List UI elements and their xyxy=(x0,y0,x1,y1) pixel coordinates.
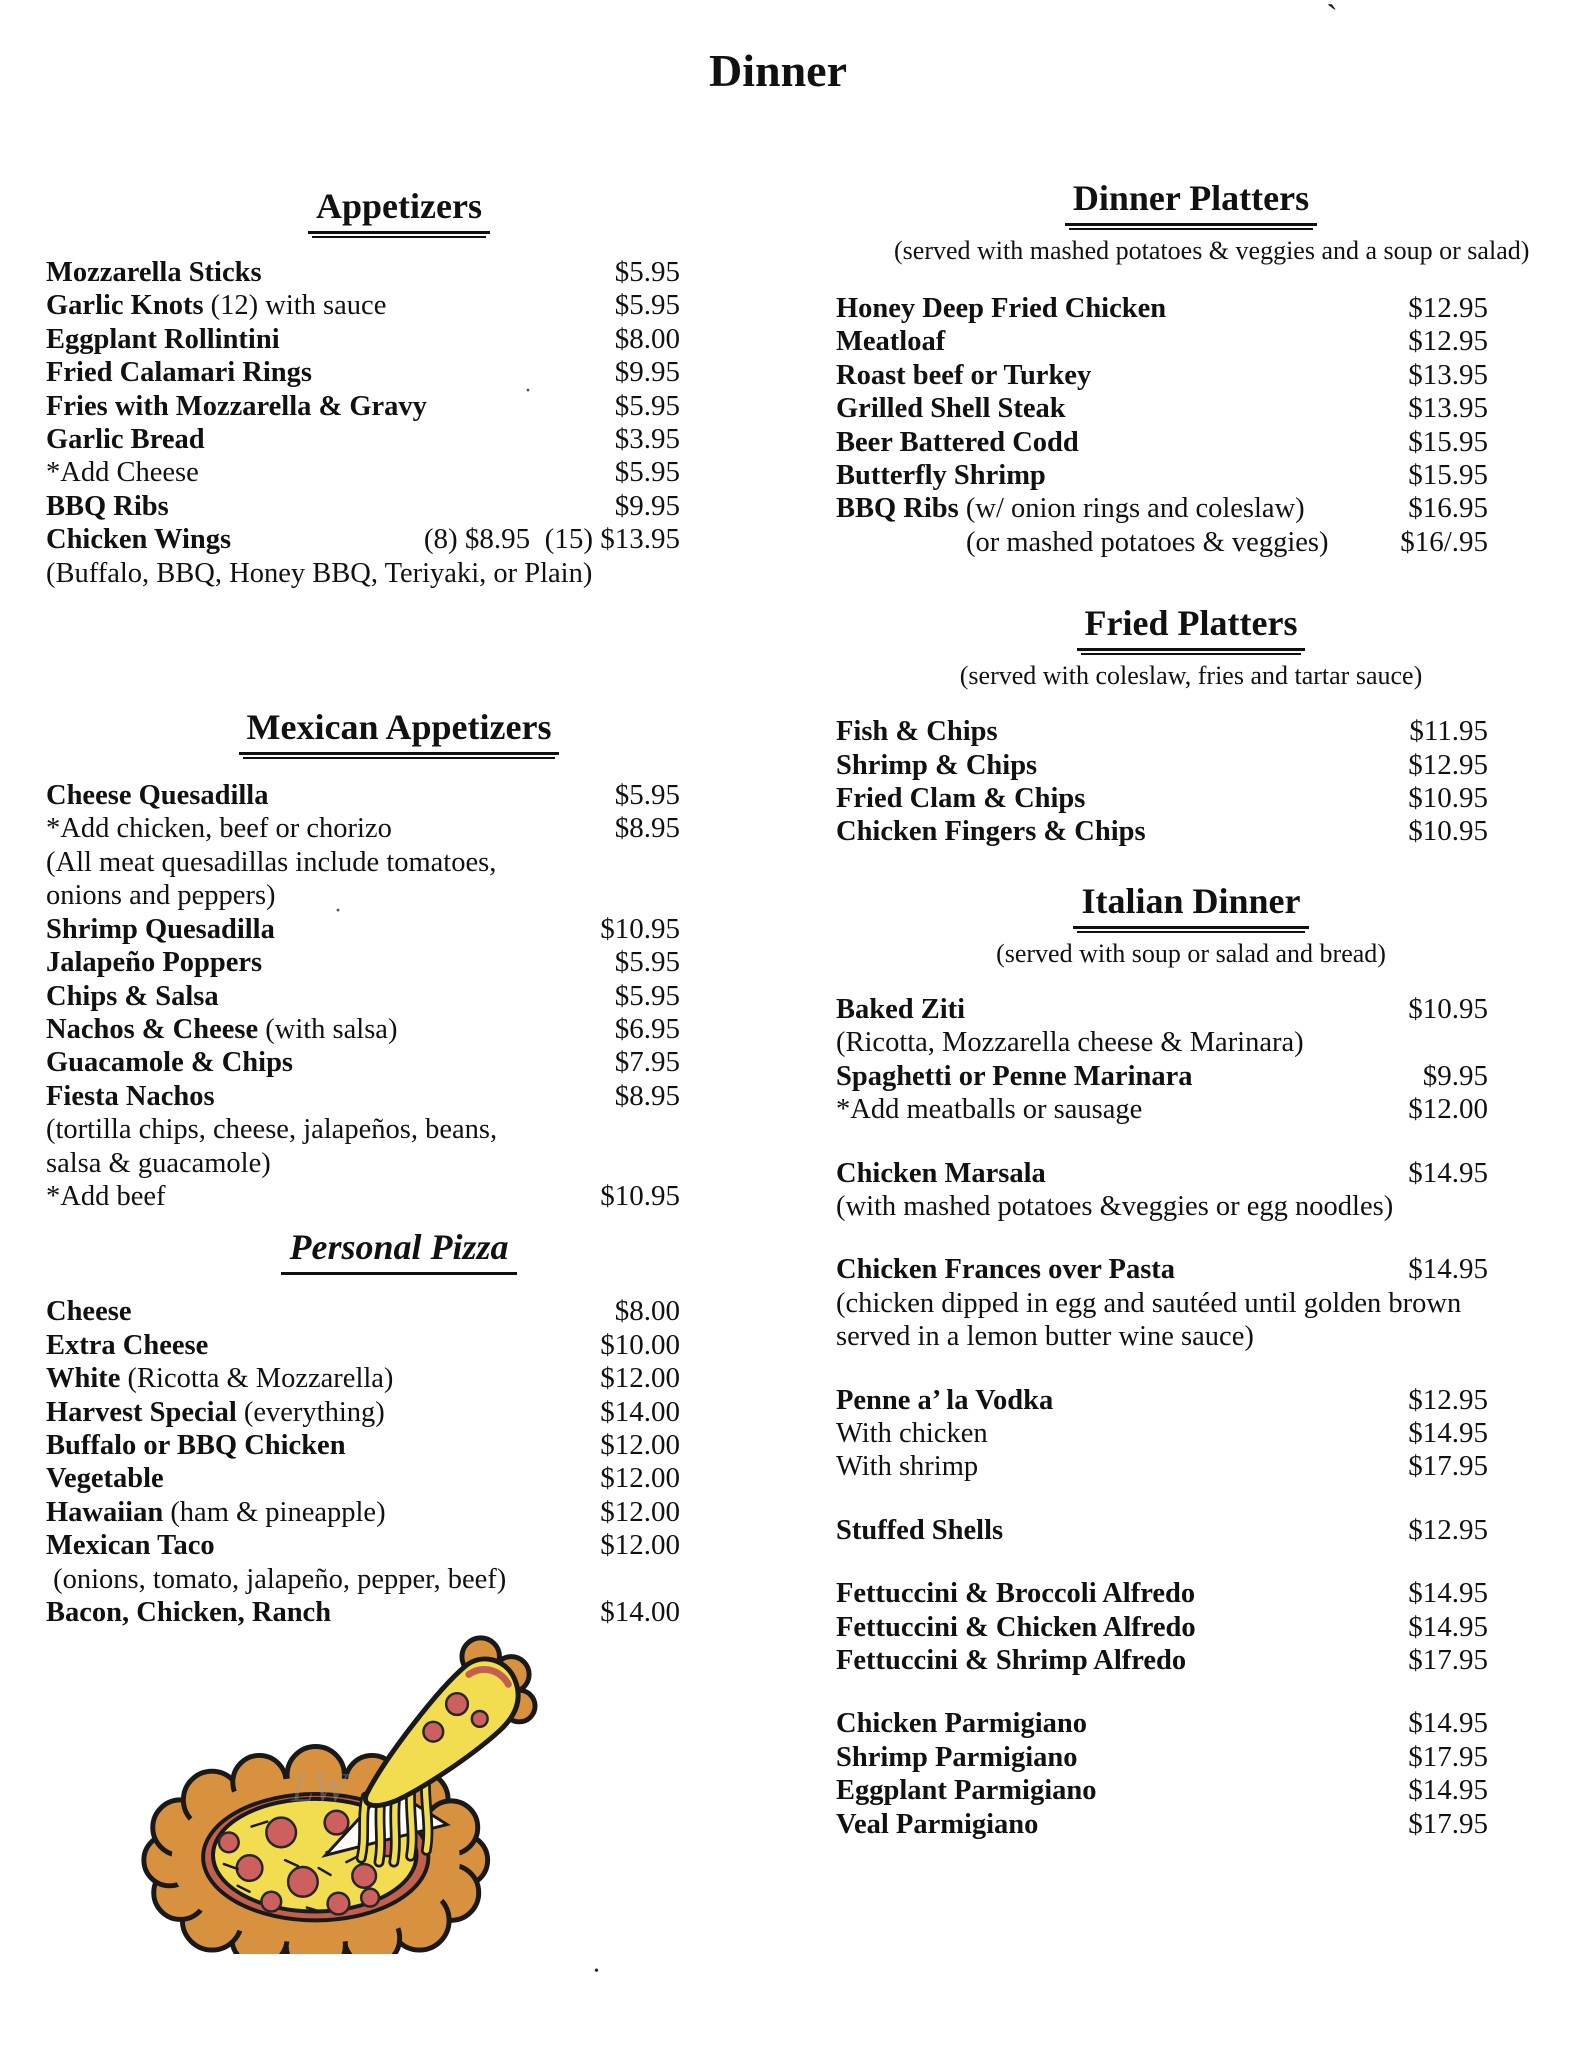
menu-item xyxy=(836,1741,1488,1774)
menu-item xyxy=(46,1013,680,1046)
item-detail: served in a lemon butter wine sauce) xyxy=(836,1321,1254,1353)
item-price: $12.00 xyxy=(600,1428,680,1461)
item-price: $5.95 xyxy=(614,979,680,1012)
item-price: $12.00 xyxy=(1408,1093,1488,1126)
item-price: $13.95 xyxy=(1408,392,1488,425)
item-name: Eggplant Parmigiano xyxy=(836,1775,1097,1807)
item-price: $12.00 xyxy=(600,1462,680,1495)
menu-item xyxy=(836,1808,1488,1841)
menu-item xyxy=(836,459,1488,492)
item-price: $12.00 xyxy=(600,1529,680,1562)
item-detail: (or mashed potatoes & veggies) xyxy=(966,526,1329,558)
item-detail: (Ricotta, Mozzarella cheese & Marinara) xyxy=(836,1027,1304,1059)
section-title: Fried Platters xyxy=(1077,601,1306,651)
item-price: $5.95 xyxy=(614,456,680,489)
section-title: Appetizers xyxy=(308,184,490,234)
menu-item xyxy=(836,325,1488,358)
menu-item xyxy=(46,1180,680,1213)
section-appetizers xyxy=(46,184,680,590)
item-name: Fettuccini & Shrimp Alfredo xyxy=(836,1644,1187,1676)
right-column xyxy=(836,176,1530,1841)
section-subtitle: (served with mashed potatoes & veggies and a soup or salad) xyxy=(894,236,1530,265)
item-price: $12.95 xyxy=(1408,325,1488,358)
item-name: Grilled Shell Steak xyxy=(836,393,1066,425)
item-price: $6.95 xyxy=(614,1012,680,1045)
section-subtitle: (served with coleslaw, fries and tartar sauce) xyxy=(959,661,1423,691)
item-name: Fettuccini & Chicken Alfredo xyxy=(836,1611,1196,1643)
menu-item xyxy=(46,1529,680,1562)
item-name: Spaghetti or Penne Marinara xyxy=(836,1060,1193,1092)
item-detail: *Add beef xyxy=(46,1180,166,1212)
item-name: Mozzarella Sticks xyxy=(46,257,262,288)
menu-item xyxy=(836,392,1488,425)
item-name: BBQ Ribs xyxy=(46,490,169,522)
item-list xyxy=(836,993,1488,1841)
menu-item xyxy=(46,1147,680,1180)
item-name: Mexican Taco xyxy=(46,1530,215,1562)
item-name: Vegetable xyxy=(46,1463,164,1495)
item-name: Extra Cheese xyxy=(46,1329,209,1361)
menu-item xyxy=(46,323,680,356)
item-detail: With chicken xyxy=(836,1417,988,1449)
section-fried-platters xyxy=(836,601,1488,849)
item-price: $10.95 xyxy=(1408,782,1488,815)
menu-item xyxy=(46,289,680,322)
item-price: $17.95 xyxy=(1408,1643,1488,1676)
menu-item xyxy=(46,1396,680,1429)
section-italian-dinner xyxy=(836,879,1488,1841)
item-price: $17.95 xyxy=(1408,1740,1488,1773)
item-name: Shrimp Parmigiano xyxy=(836,1741,1078,1773)
item-price: $12.00 xyxy=(600,1362,680,1395)
item-name: Fettuccini & Broccoli Alfredo xyxy=(836,1578,1196,1610)
menu-item xyxy=(836,1026,1488,1059)
menu-item xyxy=(46,256,680,289)
item-name: Stuffed Shells xyxy=(836,1514,1004,1546)
item-price: $12.95 xyxy=(1408,1383,1488,1416)
menu-item xyxy=(836,1320,1488,1353)
section-mexican-appetizers xyxy=(46,705,680,1213)
item-price: $12.95 xyxy=(1408,1513,1488,1546)
item-detail: (12) with sauce xyxy=(203,290,387,322)
item-name: Garlic Bread xyxy=(46,424,205,456)
item-name: Fried Calamari Rings xyxy=(46,357,312,389)
section-title: Personal Pizza xyxy=(281,1225,516,1275)
item-price: $13.95 xyxy=(1408,358,1488,391)
item-name: Baked Ziti xyxy=(836,993,966,1025)
item-name: White xyxy=(46,1363,121,1395)
menu-item xyxy=(836,1774,1488,1807)
section-header xyxy=(46,1225,680,1277)
menu-item xyxy=(46,456,680,489)
menu-item xyxy=(836,292,1488,325)
menu-item xyxy=(836,1253,1488,1286)
item-name: Chicken Frances over Pasta xyxy=(836,1254,1176,1286)
left-column xyxy=(46,184,680,1629)
menu-item xyxy=(46,1429,680,1462)
menu-item xyxy=(836,749,1488,782)
item-detail: (w/ onion rings and coleslaw) xyxy=(958,493,1305,525)
item-name: Chicken Marsala xyxy=(836,1157,1046,1189)
item-price: $14.95 xyxy=(1408,1774,1488,1807)
menu-item xyxy=(836,1060,1488,1093)
menu-item xyxy=(46,980,680,1013)
menu-item xyxy=(46,812,680,845)
menu-item xyxy=(836,1093,1488,1126)
item-detail: *Add meatballs or sausage xyxy=(836,1094,1143,1126)
item-name: Fiesta Nachos xyxy=(46,1080,215,1112)
item-name: Chips & Salsa xyxy=(46,980,219,1012)
menu-item xyxy=(46,1329,680,1362)
item-list xyxy=(836,292,1488,559)
item-detail: (Buffalo, BBQ, Honey BBQ, Teriyaki, or Plain) xyxy=(46,557,593,589)
item-price: $14.95 xyxy=(1408,1253,1488,1286)
pizza-illustration xyxy=(133,1623,538,1954)
item-price: $14.95 xyxy=(1408,1156,1488,1189)
menu-item xyxy=(836,782,1488,815)
item-detail: (tortilla chips, cheese, jalapeños, beans, xyxy=(46,1114,498,1146)
pizza-slice xyxy=(365,1638,535,1806)
item-name: Guacamole & Chips xyxy=(46,1047,294,1079)
item-price: $5.95 xyxy=(614,779,680,812)
item-price: $10.00 xyxy=(600,1328,680,1361)
section-header xyxy=(836,176,1488,228)
menu-item xyxy=(836,1157,1488,1190)
item-price: $5.95 xyxy=(614,389,680,422)
item-name: Fish & Chips xyxy=(836,716,998,748)
item-price: $9.95 xyxy=(1422,1059,1488,1092)
section-title: Dinner Platters xyxy=(1065,176,1317,226)
menu-item xyxy=(46,946,680,979)
item-price: $16/.95 xyxy=(1400,525,1488,558)
scan-artifact: · xyxy=(334,898,342,924)
item-price: $15.95 xyxy=(1408,459,1488,492)
item-price: $11.95 xyxy=(1409,715,1488,748)
item-detail: (everything) xyxy=(236,1396,385,1428)
menu-item xyxy=(46,1462,680,1495)
item-list xyxy=(46,1295,680,1629)
item-name: Harvest Special xyxy=(46,1396,237,1428)
item-name: Cheese Quesadilla xyxy=(46,780,269,812)
item-name: Roast beef or Turkey xyxy=(836,359,1092,391)
item-name: Meatloaf xyxy=(836,326,946,358)
item-name: Shrimp Quesadilla xyxy=(46,913,275,945)
menu-item xyxy=(836,426,1488,459)
item-name: Cheese xyxy=(46,1296,132,1328)
item-price: $8.00 xyxy=(614,322,680,355)
item-list xyxy=(46,779,680,1213)
item-name: Penne a’ la Vodka xyxy=(836,1384,1054,1416)
menu-item xyxy=(46,1563,680,1596)
item-name: Hawaiian xyxy=(46,1496,164,1528)
item-name: Buffalo or BBQ Chicken xyxy=(46,1429,346,1461)
item-price: (8) $8.95 (15) $13.95 xyxy=(423,523,680,556)
item-price: $3.95 xyxy=(614,423,680,456)
item-name: Bacon, Chicken, Ranch xyxy=(46,1597,332,1628)
item-detail: *Add Cheese xyxy=(46,457,199,489)
menu-item xyxy=(836,815,1488,848)
item-detail: (All meat quesadillas include tomatoes, xyxy=(46,846,497,878)
item-price: $5.95 xyxy=(614,946,680,979)
item-name: Honey Deep Fried Chicken xyxy=(836,293,1167,324)
item-price: $5.95 xyxy=(614,256,680,288)
item-name: Shrimp & Chips xyxy=(836,749,1038,781)
menu-item xyxy=(836,1707,1488,1740)
item-price: $7.95 xyxy=(614,1046,680,1079)
item-price: $14.95 xyxy=(1408,1707,1488,1740)
menu-item xyxy=(836,359,1488,392)
menu-item xyxy=(836,1611,1488,1644)
menu-item xyxy=(46,390,680,423)
section-dinner-platters xyxy=(836,176,1530,559)
item-price: $12.95 xyxy=(1408,748,1488,781)
menu-item xyxy=(836,1384,1488,1417)
item-detail: *Add chicken, beef or chorizo xyxy=(46,813,392,845)
menu-item xyxy=(836,993,1488,1026)
section-subtitle: (served with soup or salad and bread) xyxy=(996,938,1386,968)
menu-item xyxy=(46,1113,680,1146)
item-price: $10.95 xyxy=(1408,992,1488,1025)
menu-item xyxy=(46,879,680,912)
item-detail: (onions, tomato, jalapeño, pepper, beef) xyxy=(46,1563,507,1595)
menu-item xyxy=(46,523,680,556)
section-header xyxy=(836,601,1488,653)
item-name: Fried Clam & Chips xyxy=(836,783,1086,815)
section-title: Mexican Appetizers xyxy=(239,705,560,755)
item-detail: salsa & guacamole) xyxy=(46,1147,271,1179)
menu-item xyxy=(46,846,680,879)
section-header xyxy=(46,705,680,757)
item-detail: (Ricotta & Mozzarella) xyxy=(120,1363,394,1395)
item-price: $9.95 xyxy=(614,489,680,522)
item-price: $8.00 xyxy=(614,1295,680,1328)
item-price: $16.95 xyxy=(1408,492,1488,525)
section-personal-pizza xyxy=(46,1225,680,1629)
menu-item xyxy=(46,490,680,523)
item-name: Jalapeño Poppers xyxy=(46,947,263,979)
item-name: Eggplant Rollintini xyxy=(46,323,280,355)
item-list xyxy=(46,256,680,590)
item-name: Butterfly Shrimp xyxy=(836,460,1046,492)
menu-item xyxy=(836,1450,1488,1483)
item-price: $17.95 xyxy=(1408,1807,1488,1840)
item-price: $17.95 xyxy=(1408,1450,1488,1483)
item-detail: (chicken dipped in egg and sautéed until golden brown xyxy=(836,1287,1462,1319)
menu-item xyxy=(46,356,680,389)
item-price: $8.95 xyxy=(614,1079,680,1112)
item-detail: (with salsa) xyxy=(258,1013,398,1045)
menu-item xyxy=(46,423,680,456)
item-name: Garlic Knots xyxy=(46,290,204,322)
section-header xyxy=(46,184,680,236)
menu-item xyxy=(836,1417,1488,1450)
scan-artifact: ` xyxy=(1326,0,1338,37)
item-name: BBQ Ribs xyxy=(836,493,959,525)
section-header xyxy=(836,879,1488,931)
item-detail: (ham & pineapple) xyxy=(163,1496,386,1528)
item-price: $9.95 xyxy=(614,356,680,389)
scan-artifact: · xyxy=(524,378,532,404)
section-title: Italian Dinner xyxy=(1073,879,1308,929)
item-price: $10.95 xyxy=(600,1179,680,1212)
menu-item xyxy=(836,1644,1488,1677)
item-price: $14.95 xyxy=(1408,1610,1488,1643)
page-title: Dinner xyxy=(709,45,847,96)
item-name: Chicken Wings xyxy=(46,524,232,556)
item-detail: (with mashed potatoes &veggies or egg noodles) xyxy=(836,1190,1394,1222)
item-price: $14.95 xyxy=(1408,1416,1488,1449)
item-name: Chicken Parmigiano xyxy=(836,1708,1087,1740)
scan-artifact: • xyxy=(594,1964,599,1979)
menu-item xyxy=(836,1190,1488,1223)
item-detail: onions and peppers) xyxy=(46,880,276,912)
item-price: $10.95 xyxy=(1408,815,1488,848)
item-price: $12.95 xyxy=(1408,292,1488,324)
item-list xyxy=(836,715,1488,849)
menu-item xyxy=(836,492,1488,525)
menu-item xyxy=(836,1577,1488,1610)
item-name: Fries with Mozzarella & Gravy xyxy=(46,390,427,422)
menu-item xyxy=(836,526,1488,559)
item-price: $8.95 xyxy=(614,812,680,845)
item-price: $5.95 xyxy=(614,289,680,322)
menu-item xyxy=(46,779,680,812)
item-name: Beer Battered Codd xyxy=(836,426,1079,458)
menu-item xyxy=(836,715,1488,748)
menu-item xyxy=(46,1080,680,1113)
menu-item xyxy=(836,1287,1488,1320)
menu-item xyxy=(46,1295,680,1328)
item-name: Chicken Fingers & Chips xyxy=(836,816,1146,848)
menu-item xyxy=(46,913,680,946)
menu-item xyxy=(46,557,680,590)
menu-item xyxy=(836,1514,1488,1547)
clipart-watermark: LW xyxy=(291,1763,348,1810)
item-detail: With shrimp xyxy=(836,1451,979,1483)
item-price: $14.95 xyxy=(1408,1577,1488,1610)
item-name: Nachos & Cheese xyxy=(46,1013,259,1045)
menu-item xyxy=(46,1362,680,1395)
menu-item xyxy=(46,1046,680,1079)
item-name: Veal Parmigiano xyxy=(836,1808,1039,1840)
item-price: $14.00 xyxy=(600,1395,680,1428)
item-price: $15.95 xyxy=(1408,425,1488,458)
item-price: $10.95 xyxy=(600,912,680,945)
item-price: $12.00 xyxy=(600,1495,680,1528)
item-price: $14.00 xyxy=(600,1596,680,1628)
menu-item xyxy=(46,1496,680,1529)
